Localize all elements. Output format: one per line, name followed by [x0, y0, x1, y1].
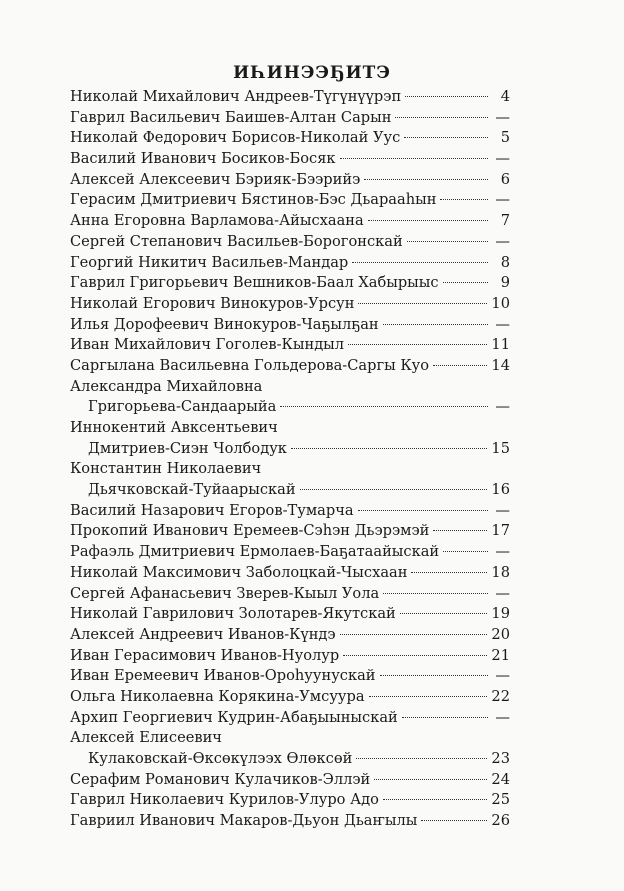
toc-entry-line	[70, 666, 510, 687]
toc-entry-line	[70, 232, 510, 253]
toc-page-number: —	[495, 232, 510, 250]
toc-entry[interactable]	[70, 87, 510, 108]
toc-entry-name: Иван Михайлович Гоголев-Кындыл	[70, 336, 345, 354]
toc-entry-line	[70, 811, 510, 832]
toc-entry-line	[70, 418, 510, 439]
toc-entry-name: Дьячковскай-Туйаарыскай	[88, 481, 296, 499]
toc-entry-name: Константин Николаевич	[70, 460, 262, 478]
toc-entry-line	[70, 563, 510, 584]
toc-entry[interactable]	[70, 108, 510, 129]
toc-entry-name: Иван Еремеевич Иванов-Ороһуунускай	[70, 667, 376, 685]
toc-entry[interactable]	[70, 708, 510, 729]
toc-entry-name: Николай Егорович Винокуров-Урсун	[70, 294, 355, 312]
toc-page-number: 8	[500, 253, 510, 271]
toc-entry[interactable]	[70, 770, 510, 791]
dot-leader	[421, 820, 487, 821]
toc-entry-line	[70, 770, 510, 791]
toc-entry-line	[70, 790, 510, 811]
toc-page-number: —	[495, 398, 510, 416]
toc-entry[interactable]	[70, 149, 510, 170]
toc-entry-line	[70, 397, 510, 418]
toc-entry-name: Дмитриев-Сиэн Чолбодук	[88, 439, 287, 457]
toc-entry[interactable]	[70, 253, 510, 274]
toc-entry[interactable]	[70, 335, 510, 356]
toc-entry-line	[70, 625, 510, 646]
toc-page-number: 9	[500, 274, 510, 292]
dot-leader	[340, 634, 488, 635]
toc-entry[interactable]	[70, 666, 510, 687]
toc-page-number: 7	[500, 212, 510, 230]
toc-entry[interactable]	[70, 294, 510, 315]
toc-page-number: 5	[500, 129, 510, 147]
dot-leader	[383, 324, 488, 325]
toc-entry-line	[70, 87, 510, 108]
dot-leader	[369, 696, 488, 697]
toc-page-number: 10	[491, 294, 510, 312]
toc-entry-name: Анна Егоровна Варламова-Айысхаана	[70, 212, 364, 230]
toc-page-number: 26	[491, 812, 510, 830]
toc-entry-name: Алексей Андреевич Иванов-Күндэ	[70, 625, 336, 643]
toc-entry-line	[70, 190, 510, 211]
toc-entry[interactable]	[70, 459, 510, 500]
toc-entry-line	[70, 480, 510, 501]
toc-page-number: —	[495, 108, 510, 126]
table-of-contents	[70, 87, 510, 832]
toc-entry[interactable]	[70, 811, 510, 832]
toc-entry[interactable]	[70, 563, 510, 584]
toc-page-number: 25	[491, 791, 510, 809]
toc-entry-name: Ольга Николаевна Корякина-Умсуура	[70, 687, 365, 705]
toc-entry[interactable]	[70, 356, 510, 377]
toc-entry-line	[70, 687, 510, 708]
dot-leader	[356, 758, 487, 759]
toc-page-number: 16	[491, 481, 510, 499]
toc-entry[interactable]	[70, 542, 510, 563]
toc-entry-name: Георгий Никитич Васильев-Мандар	[70, 253, 349, 271]
toc-page-number: —	[495, 315, 510, 333]
toc-entry[interactable]	[70, 211, 510, 232]
toc-page-number: —	[495, 584, 510, 602]
dot-leader	[395, 117, 488, 118]
toc-entry-name: Гаврил Григорьевич Вешников-Баал Хабырыыс	[70, 274, 439, 292]
dot-leader	[352, 262, 488, 263]
dot-leader	[443, 282, 488, 283]
toc-entry-line	[70, 335, 510, 356]
toc-page-number: 19	[491, 605, 510, 623]
toc-entry-line	[70, 377, 510, 398]
toc-entry-name: Гаврил Николаевич Курилов-Улуро Адо	[70, 791, 379, 809]
toc-entry-name: Сергей Степанович Васильев-Борогонскай	[70, 232, 403, 250]
toc-entry-line	[70, 501, 510, 522]
toc-page-number: —	[495, 667, 510, 685]
toc-entry-line	[70, 604, 510, 625]
toc-entry-line	[70, 108, 510, 129]
toc-entry-line	[70, 646, 510, 667]
toc-entry-line	[70, 315, 510, 336]
dot-leader	[291, 448, 488, 449]
dot-leader	[433, 530, 487, 531]
toc-entry[interactable]	[70, 273, 510, 294]
dot-leader	[407, 241, 488, 242]
toc-page-number: 15	[491, 439, 510, 457]
toc-entry-name: Николай Гаврилович Золотарев-Якутскай	[70, 605, 396, 623]
dot-leader	[374, 779, 487, 780]
dot-leader	[402, 717, 488, 718]
toc-entry-name: Гаврил Васильевич Баишев-Алтан Сарын	[70, 108, 392, 126]
dot-leader	[364, 179, 488, 180]
toc-entry-line	[70, 211, 510, 232]
toc-entry[interactable]	[70, 604, 510, 625]
toc-entry[interactable]	[70, 315, 510, 336]
toc-entry-line	[70, 542, 510, 563]
dot-leader	[400, 613, 488, 614]
toc-entry-line	[70, 356, 510, 377]
toc-entry-name: Алексей Алексеевич Бэрияк-Бээрийэ	[70, 170, 361, 188]
toc-page-number: 24	[491, 770, 510, 788]
toc-page-number: —	[495, 708, 510, 726]
toc-entry-name: Кулаковскай-Өксөкүлээх Өлөксөй	[88, 750, 353, 767]
toc-entry[interactable]	[70, 584, 510, 605]
toc-entry-name: Иван Герасимович Иванов-Нуолур	[70, 646, 340, 664]
toc-entry-name: Григорьева-Сандаарыйа	[88, 398, 277, 416]
toc-page-number: 18	[491, 563, 510, 581]
toc-page-number: 22	[491, 687, 510, 705]
toc-entry[interactable]	[70, 646, 510, 667]
toc-entry[interactable]	[70, 501, 510, 522]
toc-entry[interactable]	[70, 625, 510, 646]
dot-leader	[343, 655, 487, 656]
toc-entry[interactable]	[70, 418, 510, 459]
dot-leader	[348, 344, 487, 345]
toc-entry-name: Саргылана Васильевна Гольдерова-Саргы Куо	[70, 356, 430, 374]
toc-title: ИҺИНЭЭҔИТЭ	[233, 63, 391, 83]
toc-entry-name: Александра Михайловна	[70, 377, 263, 395]
toc-entry-line	[70, 749, 510, 770]
toc-page-number: 23	[491, 750, 510, 767]
toc-entry-name: Николай Михайлович Андреев-Түгүнүүрэп	[70, 88, 402, 105]
toc-entry-line	[70, 253, 510, 274]
dot-leader	[443, 551, 488, 552]
toc-entry-line	[70, 294, 510, 315]
toc-entry-line	[70, 584, 510, 605]
toc-entry-line	[70, 459, 510, 480]
toc-entry-name: Василий Назарович Егоров-Тумарча	[70, 501, 354, 519]
toc-entry-line	[70, 728, 510, 749]
toc-entry-name: Алексей Елисеевич	[70, 729, 222, 747]
toc-entry[interactable]	[70, 687, 510, 708]
toc-entry-name: Иннокентий Авксентьевич	[70, 419, 278, 436]
toc-entry-line	[70, 439, 510, 460]
dot-leader	[358, 510, 488, 511]
toc-entry-name: Рафаэль Дмитриевич Ермолаев-Баҕатаайыскай	[70, 543, 440, 561]
toc-entry[interactable]	[70, 128, 510, 149]
dot-leader	[404, 137, 488, 138]
toc-entry[interactable]	[70, 790, 510, 811]
toc-page-number: 17	[491, 522, 510, 540]
toc-entry-name: Архип Георгиевич Кудрин-Абаҕыыныскай	[70, 708, 398, 726]
toc-page-number: —	[495, 543, 510, 561]
toc-entry-line	[70, 708, 510, 729]
toc-entry-name: Сергей Афанасьевич Зверев-Кыыл Уола	[70, 584, 380, 602]
dot-leader	[433, 365, 487, 366]
toc-entry[interactable]	[70, 521, 510, 542]
toc-entry-name: Гавриил Иванович Макаров-Дьуон Дьаҥылы	[70, 812, 418, 830]
toc-entry[interactable]	[70, 377, 510, 418]
toc-page-number: 21	[491, 646, 510, 664]
toc-entry-line	[70, 273, 510, 294]
toc-page-number: 6	[500, 170, 510, 188]
toc-entry-name: Николай Максимович Заболоцкай-Чысхаан	[70, 563, 408, 581]
toc-page-number: 14	[491, 356, 510, 374]
dot-leader	[440, 199, 488, 200]
toc-entry-line	[70, 521, 510, 542]
dot-leader	[380, 675, 489, 676]
dot-leader	[368, 220, 488, 221]
dot-leader	[340, 158, 488, 159]
dot-leader	[383, 799, 488, 800]
toc-entry[interactable]	[70, 190, 510, 211]
toc-entry-name: Илья Дорофеевич Винокуров-Чаҕылҕан	[70, 315, 379, 333]
toc-entry-name: Николай Федорович Борисов-Николай Уус	[70, 129, 401, 147]
dot-leader	[405, 96, 488, 97]
toc-page-number: —	[495, 150, 510, 168]
dot-leader	[358, 303, 487, 304]
toc-entry-line	[70, 149, 510, 170]
dot-leader	[411, 572, 487, 573]
toc-entry-line	[70, 170, 510, 191]
toc-page-number: 20	[491, 625, 510, 643]
toc-entry-name: Прокопий Иванович Еремеев-Сэһэн Дьэрэмэй	[70, 522, 430, 540]
dot-leader	[300, 489, 488, 490]
toc-entry[interactable]	[70, 728, 510, 769]
toc-entry[interactable]	[70, 170, 510, 191]
toc-entry-name: Герасим Дмитриевич Бястинов-Бэс Дьарааһын	[70, 191, 437, 209]
dot-leader	[280, 406, 488, 407]
toc-entry-line	[70, 128, 510, 149]
toc-entry-name: Серафим Романович Кулачиков-Эллэй	[70, 770, 371, 788]
toc-page-number: 11	[491, 336, 510, 354]
toc-page-number: 4	[500, 88, 510, 105]
dot-leader	[383, 593, 488, 594]
toc-entry-name: Василий Иванович Босиков-Босяк	[70, 150, 336, 168]
toc-entry[interactable]	[70, 232, 510, 253]
toc-page-number: —	[495, 191, 510, 209]
toc-page-number: —	[495, 501, 510, 519]
